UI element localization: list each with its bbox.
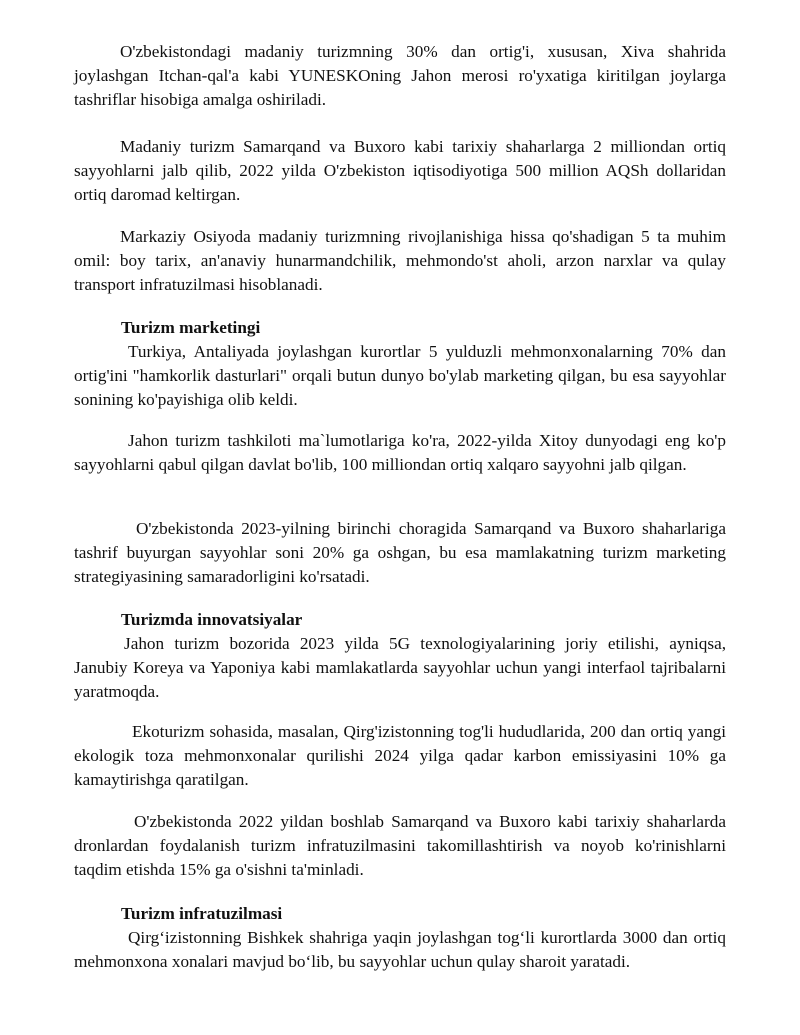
paragraph-china-tourists: Jahon turizm tashkiloti ma`lumotlariga ko'ra, 2022-yilda Xitoy dunyodagi eng ko'p sayyohlarni qabul qilgan davlat bo'lib, 100 milliondan ortiq xalqaro sayyohni jalb qilgan. bbox=[74, 431, 726, 474]
paragraph-uzbekistan-growth: O'zbekistonda 2023-yilning birinchi choragida Samarqand va Buxoro shaharlariga tashrif buyurgan sayyohlar soni 20% ga oshgan, bu esa mamlakatning turizm marketing strategiyasining samaradorligini ko'rsatadi. bbox=[74, 519, 726, 586]
paragraph-cultural-tourism-revenue: Madaniy turizm Samarqand va Buxoro kabi tarixiy shaharlarga 2 milliondan ortiq sayyohlarni jalb qilib, 2022 yilda O'zbekiston iqtisodiyotiga 500 million AQSh dollaridan ortiq daromad keltirgan. bbox=[74, 137, 726, 204]
paragraph-cultural-tourism-share: O'zbekistondagi madaniy turizmning 30% dan ortig'i, xususan, Xiva shahrida joylashgan Itchan-qal'a kabi YUNESKOning Jahon merosi ro'yxatiga kiritilgan joylarga tashriflar hisobiga amalga oshiriladi. bbox=[74, 42, 726, 109]
paragraph-kyrgyzstan-resorts: Qirg‘izistonning Bishkek shahriga yaqin joylashgan tog‘li kurortlarda 3000 dan ortiq mehmonxona xonalari mavjud bo‘lib, bu sayyohlar uchun qulay sharoit yaratadi. bbox=[74, 928, 726, 971]
paragraph-ecotourism: Ekoturizm sohasida, masalan, Qirg'izistonning tog'li hududlarida, 200 dan ortiq yangi ekologik toza mehmonxonalar qurilishi 2024 yilga qadar karbon emissiyasini 10% ga kamaytirishga qaratilgan. bbox=[74, 722, 726, 789]
heading-tourism-marketing: Turizm marketingi bbox=[121, 318, 261, 337]
heading-tourism-infrastructure: Turizm infratuzilmasi bbox=[121, 904, 283, 923]
paragraph-antalya-marketing: Turkiya, Antaliyada joylashgan kurortlar 5 yulduzli mehmonxonalarning 70% dan ortig'ini "hamkorlik dasturlari" orqali butun dunyo bo'ylab marketing qilgan, bu esa sayyohlar sonining ko'payishiga olib keldi. bbox=[74, 342, 726, 409]
paragraph-central-asia-factors: Markaziy Osiyoda madaniy turizmning rivojlanishiga hissa qo'shadigan 5 ta muhim omil: boy tarix, an'anaviy hunarmandchilik, mehmondo'st aholi, arzon narxlar va qulay transport infratuzilmasi hisoblanadi. bbox=[74, 227, 726, 294]
paragraph-5g-technology: Jahon turizm bozorida 2023 yilda 5G texnologiyalarining joriy etilishi, ayniqsa, Janubiy Koreya va Yaponiya kabi mamlakatlarda sayyohlar uchun yangi interfaol tajribalarni yaratmoqda. bbox=[74, 634, 726, 701]
paragraph-drones: O'zbekistonda 2022 yildan boshlab Samarqand va Buxoro kabi tarixiy shaharlarda dronlardan foydalanish turizm infratuzilmasini takomillashtirish va noyob ko'rinishlarni taqdim etishda 15% ga o'sishni ta'minladi. bbox=[74, 812, 726, 879]
heading-tourism-innovations: Turizmda innovatsiyalar bbox=[121, 610, 303, 629]
